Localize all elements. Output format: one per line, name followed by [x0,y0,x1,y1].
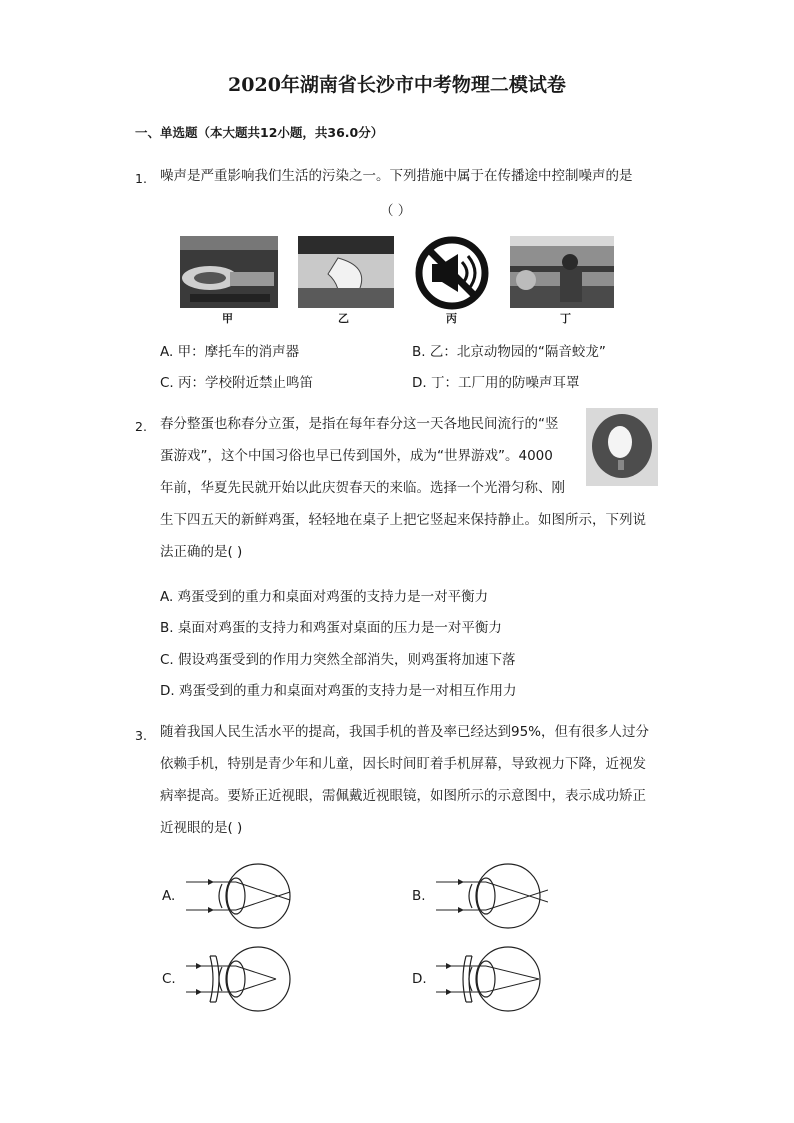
q1-image-motorcycle [180,236,278,328]
q3-label-d[interactable]: D. [412,971,427,987]
q1-number: 1. [135,171,147,186]
q2-line-4: 生下四五天的新鲜鸡蛋，轻轻地在桌子上把它竖起来保持静止。如图所示，下列说 [160,512,646,528]
q2-option-a[interactable]: A. 鸡蛋受到的重力和桌面对鸡蛋的支持力是一对平衡力 [160,589,489,605]
q1-caption-a: 甲 [222,312,233,325]
q3-diagram-c[interactable] [186,944,298,1018]
q3-number: 3. [135,728,147,743]
q1-image-no-horn-sign [412,236,492,328]
q2-line-2: 蛋游戏”，这个中国习俗也早已传到国外，成为“世界游戏”。4000 [160,448,553,464]
q3-diagram-b[interactable] [436,862,548,934]
q2-number: 2. [135,419,147,434]
q1-option-a[interactable]: A. 甲：摩托车的消声器 [160,344,300,360]
q2-line-1: 春分整蛋也称春分立蛋，是指在每年春分这一天各地民间流行的“竖 [160,416,559,432]
q3-line-2: 依赖手机，特别是青少年和儿童，因长时间盯着手机屏幕，导致视力下降，近视发 [160,756,646,772]
q2-image-standing-egg [586,408,658,486]
eye-diagram-d-icon [436,944,548,1014]
no-horn-icon [412,236,492,312]
q2-option-d[interactable]: D. 鸡蛋受到的重力和桌面对鸡蛋的支持力是一对相互作用力 [160,683,517,699]
q1-text: 噪声是严重影响我们生活的污染之一。下列措施中属于在传播途中控制噪声的是 [160,168,633,184]
eye-diagram-a-icon [186,862,298,930]
q1-option-d[interactable]: D. 丁：工厂用的防噪声耳罩 [412,375,580,391]
page-title: 2020年湖南省长沙市中考物理二模试卷 [228,74,566,96]
q2-option-b[interactable]: B. 桌面对鸡蛋的支持力和鸡蛋对桌面的压力是一对平衡力 [160,620,502,636]
q1-answer-paren: （ ） [380,203,412,219]
q3-line-4: 近视眼的是( ) [160,820,243,836]
q1-caption-d: 丁 [560,312,571,325]
q1-image-factory-earmuffs [510,236,614,328]
q1-image-zoo-tunnel [298,236,394,328]
eye-diagram-b-icon [436,862,548,930]
q1-option-b[interactable]: B. 乙：北京动物园的“隔音蛟龙” [412,344,606,360]
eye-diagram-c-icon [186,944,298,1014]
q1-option-c[interactable]: C. 丙：学校附近禁止鸣笛 [160,375,314,391]
q2-line-3: 年前，华夏先民就开始以此庆贺春天的来临。选择一个光滑匀称、刚 [160,480,565,496]
q1-caption-c: 丙 [446,312,457,325]
section-heading: 一、单选题（本大题共12小题，共36.0分） [135,125,384,140]
q3-label-a[interactable]: A. [162,888,176,904]
q2-option-c[interactable]: C. 假设鸡蛋受到的作用力突然全部消失，则鸡蛋将加速下落 [160,652,516,668]
egg-image [586,408,658,486]
q3-line-1: 随着我国人民生活水平的提高，我国手机的普及率已经达到95%，但有很多人过分 [160,724,650,740]
q2-line-5: 法正确的是( ) [160,544,243,560]
q3-label-b[interactable]: B. [412,888,426,904]
q1-caption-b: 乙 [338,312,349,325]
q3-line-3: 病率提高。要矫正近视眼，需佩戴近视眼镜，如图所示的示意图中，表示成功矫正 [160,788,646,804]
q3-diagram-d[interactable] [436,944,548,1018]
q3-diagram-a[interactable] [186,862,298,934]
q3-label-c[interactable]: C. [162,971,176,987]
